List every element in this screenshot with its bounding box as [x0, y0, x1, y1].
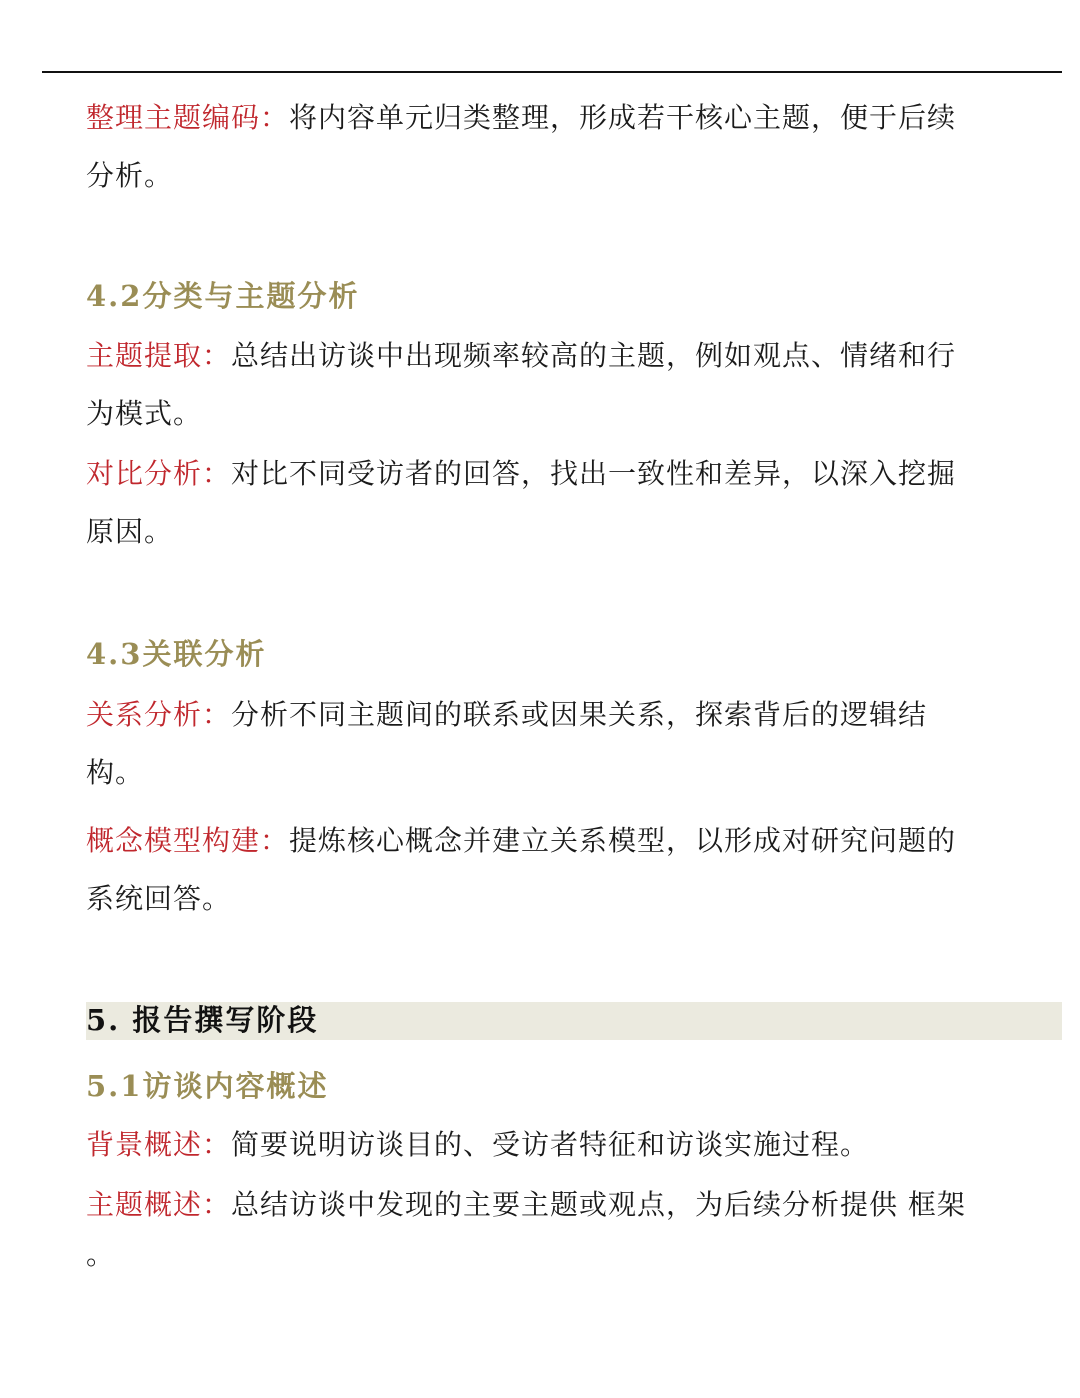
- paragraph-theme-overview: [86, 1180, 966, 1280]
- paragraph-theme-extraction: [86, 327, 966, 443]
- term-label: 概念模型构建：: [86, 824, 290, 857]
- paragraph-text: 总结访谈中发现的主要主题或观点，为后续分析提供 框架 。: [86, 1188, 966, 1271]
- paragraph-relation-analysis: [86, 686, 966, 802]
- paragraph-background: [86, 1116, 869, 1174]
- term-label: 整理主题编码：: [86, 101, 290, 134]
- top-divider: [42, 71, 1062, 73]
- term-label: 关系分析：: [86, 698, 232, 731]
- paragraph-text: 将内容单元归类整理，形成若干核心主题，便于后续分析。: [86, 101, 957, 192]
- term-label: 背景概述：: [86, 1128, 232, 1161]
- subheading-5-1: 5.1访谈内容概述: [86, 1069, 329, 1103]
- subheading-4-2: 4.2分类与主题分析: [86, 279, 360, 313]
- paragraph-text: 提炼核心概念并建立关系模型，以形成对研究问题的系统回答。: [86, 824, 957, 915]
- paragraph-theme-coding: [86, 89, 966, 205]
- subheading-4-3: 4.3关联分析: [86, 637, 267, 671]
- paragraph-comparison: [86, 445, 966, 561]
- paragraph-concept-model: [86, 812, 966, 928]
- paragraph-text: 总结出访谈中出现频率较高的主题，例如观点、情绪和行为模式。: [86, 339, 957, 430]
- term-label: 主题提取：: [86, 339, 232, 372]
- section-heading: 5. 报告撰写阶段: [86, 1003, 319, 1037]
- paragraph-text: 简要说明访谈目的、受访者特征和访谈实施过程。: [231, 1128, 870, 1161]
- term-label: 对比分析：: [86, 457, 232, 490]
- paragraph-text: 对比不同受访者的回答，找出一致性和差异，以深入挖掘原因。: [86, 457, 957, 548]
- term-label: 主题概述：: [86, 1188, 232, 1221]
- paragraph-text: 分析不同主题间的联系或因果关系，探索背后的逻辑结构。: [86, 698, 928, 789]
